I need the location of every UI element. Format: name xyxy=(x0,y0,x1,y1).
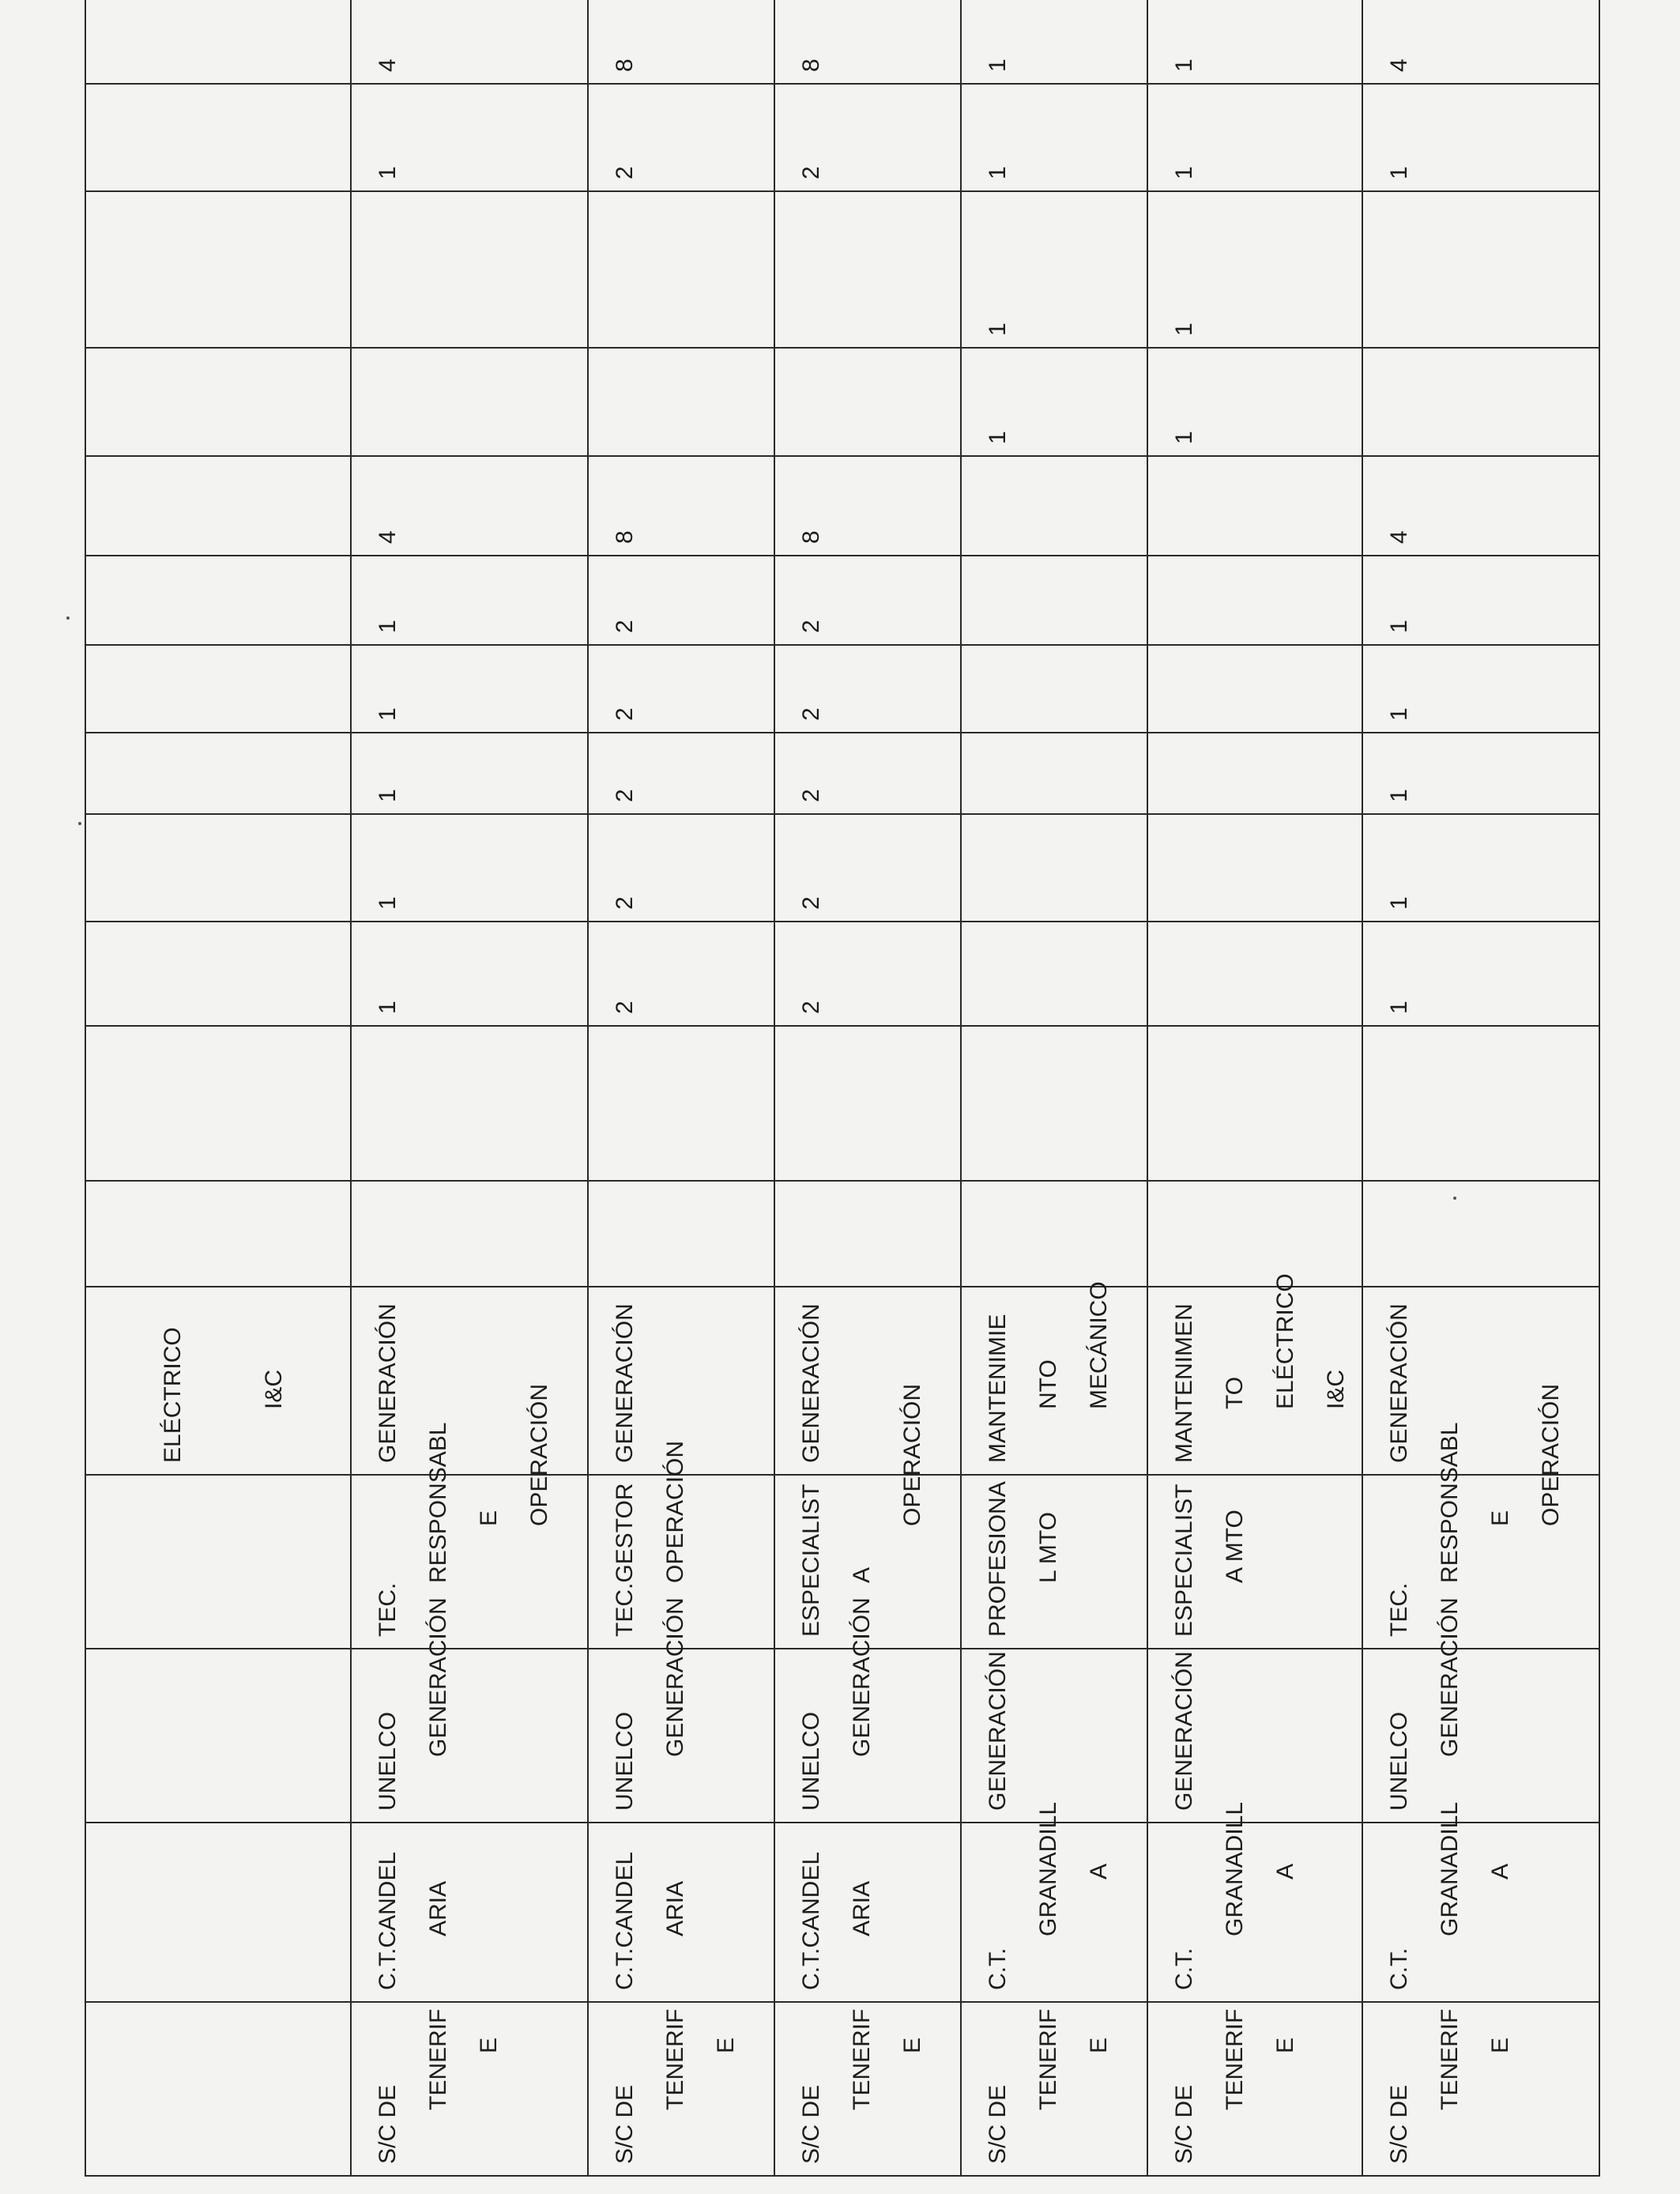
cell-count: 2 xyxy=(588,556,774,645)
puesto-line: RESPONSABL xyxy=(425,1422,451,1583)
isla-line: E xyxy=(1086,2037,1112,2053)
puesto-line: OPERACIÓN xyxy=(526,1383,552,1526)
isla-line: E xyxy=(476,2037,502,2053)
cell-count xyxy=(351,348,588,456)
cell-count: 2 xyxy=(774,645,961,733)
cell-centro xyxy=(774,1823,961,2002)
cell-count: 8 xyxy=(774,456,961,556)
area-line: TO ELÉCTRICO xyxy=(1222,1273,1298,1409)
puesto-line: TEC. xyxy=(1386,1582,1412,1637)
cell xyxy=(85,1181,351,1287)
isla-line: S/C DE xyxy=(798,2084,824,2164)
cell-count: 1 xyxy=(351,556,588,645)
table-row xyxy=(774,0,961,2176)
cell-puesto xyxy=(961,1475,1147,1649)
cell-empresa xyxy=(774,1597,961,1823)
empresa-line: GENERACIÓN xyxy=(1171,1651,1197,1811)
cell-puesto xyxy=(1147,1475,1362,1649)
isla-line: S/C DE xyxy=(985,2084,1011,2164)
cell-isla xyxy=(1147,2002,1362,2176)
table-row xyxy=(588,0,774,2176)
centro-line: ARIA xyxy=(662,1880,688,1936)
isla-line: S/C DE xyxy=(612,2084,638,2164)
cell xyxy=(85,191,351,348)
cell-count xyxy=(961,733,1147,814)
cell-count xyxy=(351,1026,588,1181)
isla-line: TENERIF xyxy=(425,2008,451,2110)
scan-speck xyxy=(1453,1197,1456,1200)
cell-count xyxy=(961,645,1147,733)
cell-count: 1 xyxy=(961,348,1147,456)
cell-count xyxy=(1362,348,1599,456)
cell-count xyxy=(1362,1026,1599,1181)
cell xyxy=(85,0,351,84)
puesto-line: ESPECIALIST xyxy=(1171,1483,1197,1637)
cell-empresa xyxy=(961,1649,1147,1823)
cell-count xyxy=(1147,1026,1362,1181)
cell-count xyxy=(588,348,774,456)
puesto-line: PROFESIONA xyxy=(985,1481,1011,1637)
empresa-line: UNELCO xyxy=(612,1711,638,1811)
area-line: GENERACIÓN xyxy=(1386,1303,1412,1463)
scan-speck xyxy=(66,616,70,620)
cell-empresa xyxy=(588,1597,774,1823)
isla-line: TENERIF xyxy=(849,2008,875,2110)
cell-count: 1 xyxy=(1147,84,1362,191)
puesto-line: TEC. xyxy=(375,1582,401,1637)
cell-area-header xyxy=(85,1287,351,1475)
empresa-line: GENERACIÓN xyxy=(425,1597,451,1757)
cell-centro xyxy=(351,1823,588,2002)
cell-count xyxy=(774,1181,961,1287)
table-row xyxy=(1147,0,1362,2176)
centro-line: C.T. xyxy=(1171,1947,1197,1990)
centro-line: GRANADILL xyxy=(1222,1801,1248,1936)
cell-count xyxy=(774,348,961,456)
cell-count: 1 xyxy=(1362,556,1599,645)
empresa-line: UNELCO xyxy=(375,1711,401,1811)
cell-count: 1 xyxy=(351,814,588,922)
centro-line: C.T.CANDEL xyxy=(375,1851,401,1990)
cell-count xyxy=(961,922,1147,1026)
isla-line: TENERIF xyxy=(1035,2008,1061,2110)
cell-count: 2 xyxy=(588,84,774,191)
cell-count: 1 xyxy=(351,645,588,733)
cell-count: 1 xyxy=(1362,84,1599,191)
cell-count xyxy=(1147,645,1362,733)
cell-count xyxy=(774,191,961,348)
cell-count: 8 xyxy=(774,0,961,84)
puesto-line: ESPECIALIST xyxy=(798,1483,824,1637)
empresa-line: GENERACIÓN xyxy=(662,1597,688,1757)
isla-line: S/C DE xyxy=(1386,2084,1412,2164)
puesto-line: OPERACIÓN xyxy=(1538,1383,1564,1526)
puesto-line: L MTO xyxy=(1035,1511,1061,1583)
centro-line: ARIA xyxy=(425,1880,451,1936)
cell xyxy=(85,922,351,1026)
centro-line: A xyxy=(1487,1863,1513,1879)
table-row xyxy=(1362,0,1599,2176)
cell-count xyxy=(351,1181,588,1287)
area-line: GENERACIÓN xyxy=(375,1303,401,1463)
cell-count: 2 xyxy=(774,556,961,645)
cell xyxy=(85,2002,351,2176)
empresa-line: UNELCO xyxy=(1386,1711,1412,1811)
puesto-line: E xyxy=(476,1510,502,1526)
cell-count: 2 xyxy=(588,733,774,814)
cell-count xyxy=(1147,922,1362,1026)
cell-count xyxy=(588,191,774,348)
cell-isla xyxy=(588,2002,774,2176)
isla-line: TENERIF xyxy=(662,2008,688,2110)
puesto-line: TEC.GESTOR xyxy=(612,1483,638,1637)
cell-count xyxy=(1147,456,1362,556)
puesto-line: OPERACIÓN xyxy=(899,1383,925,1526)
cell-count: 2 xyxy=(588,814,774,922)
area-header-line2: I&C xyxy=(261,1369,287,1409)
cell-count xyxy=(1147,1181,1362,1287)
cell-isla xyxy=(351,2002,588,2176)
area-line: MANTENIMEN xyxy=(1171,1303,1197,1463)
cell-count: 4 xyxy=(351,456,588,556)
cell-area xyxy=(1147,1273,1362,1475)
cell-count xyxy=(961,1181,1147,1287)
cell xyxy=(85,645,351,733)
cell-centro xyxy=(961,1801,1147,2002)
centro-line: C.T. xyxy=(1386,1947,1412,1990)
cell-count: 2 xyxy=(774,733,961,814)
puesto-line: A MTO xyxy=(1222,1510,1248,1583)
area-line: MANTENIMIE xyxy=(985,1314,1011,1463)
centro-line: A xyxy=(1272,1863,1298,1879)
table-row-header xyxy=(85,0,351,2176)
cell-area xyxy=(961,1281,1147,1475)
isla-line: S/C DE xyxy=(1171,2084,1197,2164)
cell-count xyxy=(1362,191,1599,348)
cell-count: 1 xyxy=(1362,645,1599,733)
puesto-line: A xyxy=(849,1566,875,1583)
isla-line: TENERIF xyxy=(1437,2008,1463,2110)
cell-count: 1 xyxy=(1147,348,1362,456)
empresa-line: UNELCO xyxy=(798,1711,824,1811)
cell xyxy=(85,1026,351,1181)
area-header-line1: ELÉCTRICO xyxy=(160,1327,186,1463)
centro-line: GRANADILL xyxy=(1437,1801,1463,1936)
cell-count: 1 xyxy=(351,84,588,191)
area-line: NTO xyxy=(1035,1359,1061,1409)
cell-empresa xyxy=(1147,1649,1362,1823)
cell-count: 1 xyxy=(1362,733,1599,814)
cell-count: 4 xyxy=(1362,456,1599,556)
cell-count xyxy=(351,191,588,348)
cell-count: 1 xyxy=(351,733,588,814)
cell-count: 1 xyxy=(961,84,1147,191)
cell-count xyxy=(588,1026,774,1181)
table-row xyxy=(351,0,588,2176)
cell xyxy=(85,84,351,191)
empresa-line: GENERACIÓN xyxy=(849,1597,875,1757)
cell xyxy=(85,456,351,556)
isla-line: E xyxy=(899,2037,925,2053)
centro-line: A xyxy=(1086,1863,1112,1879)
puesto-line: OPERACIÓN xyxy=(662,1440,688,1583)
cell-count xyxy=(1362,1181,1599,1287)
cell-count: 4 xyxy=(351,0,588,84)
cell-count xyxy=(1147,556,1362,645)
cell-centro xyxy=(588,1823,774,2002)
cell-isla xyxy=(774,2002,961,2176)
cell-count xyxy=(961,556,1147,645)
cell-count: 1 xyxy=(1362,922,1599,1026)
cell-count: 2 xyxy=(588,645,774,733)
cell-isla xyxy=(961,2002,1147,2176)
cell xyxy=(85,348,351,456)
isla-line: E xyxy=(1487,2037,1513,2053)
cell-count xyxy=(1147,733,1362,814)
cell-count: 2 xyxy=(774,814,961,922)
cell-isla xyxy=(1362,2002,1599,2176)
centro-line: GRANADILL xyxy=(1035,1801,1061,1936)
empresa-line: GENERACIÓN xyxy=(1437,1597,1463,1757)
cell xyxy=(85,814,351,922)
cell-count: 1 xyxy=(961,191,1147,348)
puesto-line: E xyxy=(1487,1510,1513,1526)
cell-count: 1 xyxy=(1147,0,1362,84)
scan-speck xyxy=(78,822,81,825)
cell xyxy=(85,556,351,645)
cell-count xyxy=(961,456,1147,556)
staffing-table xyxy=(85,0,1600,2177)
cell-count: 2 xyxy=(774,84,961,191)
centro-line: ARIA xyxy=(849,1880,875,1936)
cell-centro xyxy=(1362,1801,1599,2002)
centro-line: C.T. xyxy=(985,1947,1011,1990)
area-line: GENERACIÓN xyxy=(612,1303,638,1463)
area-line: MECÁNICO xyxy=(1086,1281,1112,1409)
isla-line: S/C DE xyxy=(375,2084,401,2164)
isla-line: TENERIF xyxy=(1222,2008,1248,2110)
cell-count xyxy=(588,1181,774,1287)
isla-line: E xyxy=(713,2037,739,2053)
puesto-line: RESPONSABL xyxy=(1437,1422,1463,1583)
cell-count xyxy=(961,814,1147,922)
cell-count: 2 xyxy=(774,922,961,1026)
cell-count: 1 xyxy=(1147,191,1362,348)
cell-centro xyxy=(1147,1801,1362,2002)
cell xyxy=(85,1649,351,1823)
cell-count: 2 xyxy=(588,922,774,1026)
centro-line: C.T.CANDEL xyxy=(798,1851,824,1990)
cell-count: 1 xyxy=(351,922,588,1026)
table-row xyxy=(961,0,1147,2176)
cell-count xyxy=(1147,814,1362,922)
empresa-line: GENERACIÓN xyxy=(985,1651,1011,1811)
area-line: GENERACIÓN xyxy=(798,1303,824,1463)
centro-line: C.T.CANDEL xyxy=(612,1851,638,1990)
area-line: I&C xyxy=(1323,1369,1349,1409)
cell xyxy=(85,733,351,814)
cell xyxy=(85,1475,351,1649)
cell-count xyxy=(961,1026,1147,1181)
cell xyxy=(85,1823,351,2002)
cell-count xyxy=(774,1026,961,1181)
cell-count: 8 xyxy=(588,456,774,556)
cell-count: 4 xyxy=(1362,0,1599,84)
isla-line: E xyxy=(1272,2037,1298,2053)
cell-count: 8 xyxy=(588,0,774,84)
cell-count: 1 xyxy=(961,0,1147,84)
cell-count: 1 xyxy=(1362,814,1599,922)
